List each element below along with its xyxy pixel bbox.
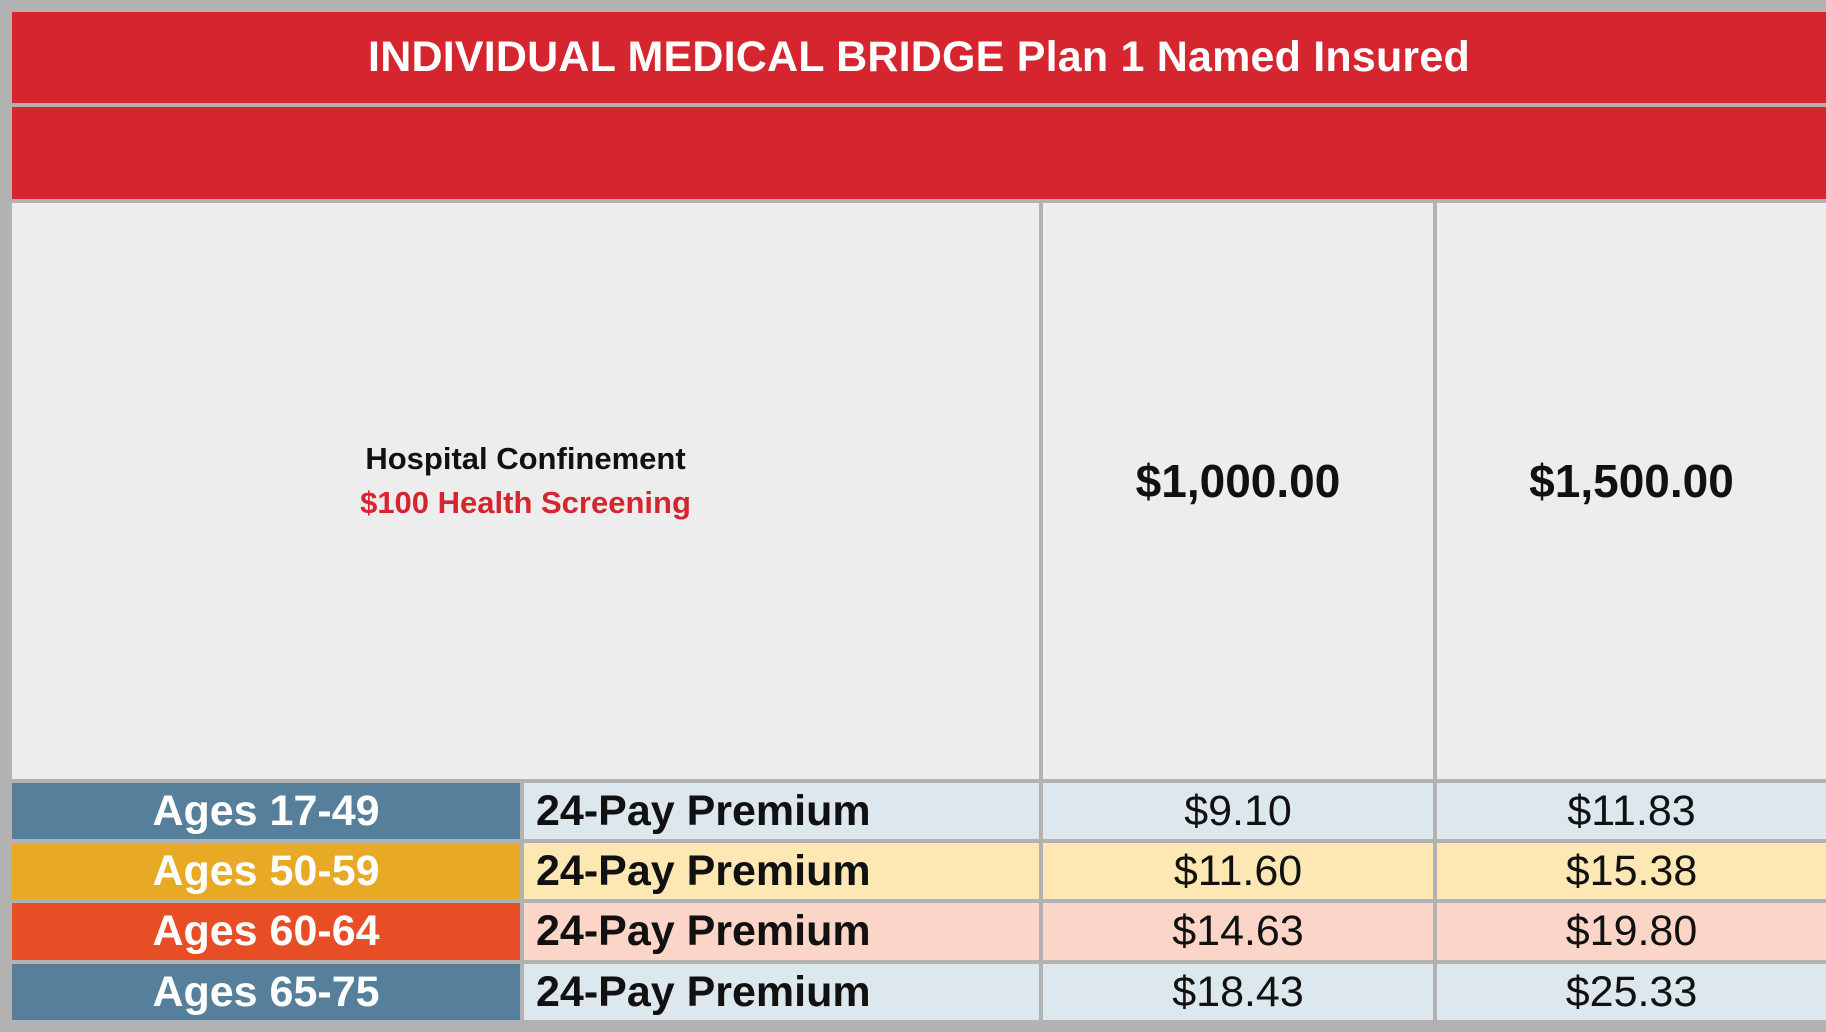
premium-price: $15.38	[1437, 843, 1826, 899]
premium-price: $25.33	[1437, 964, 1826, 1020]
premium-table	[12, 12, 1814, 1020]
premium-type-label: 24-Pay Premium	[524, 783, 1039, 839]
age-band-label: Ages 65-75	[12, 964, 520, 1020]
coverage-cell	[12, 203, 1039, 779]
premium-type-label: 24-Pay Premium	[524, 843, 1039, 899]
coverage-note: $100 Health Screening	[360, 485, 691, 520]
coverage-name: Hospital Confinement	[365, 441, 686, 476]
age-band-label: Ages 50-59	[12, 843, 520, 899]
table-title: INDIVIDUAL MEDICAL BRIDGE Plan 1 Named Insured	[12, 12, 1826, 103]
premium-type-label: 24-Pay Premium	[524, 964, 1039, 1020]
premium-price: $11.83	[1437, 783, 1826, 839]
benefit-amount-1: $1,000.00	[1043, 203, 1433, 779]
age-band-label: Ages 17-49	[12, 783, 520, 839]
premium-type-label: 24-Pay Premium	[524, 903, 1039, 960]
benefit-amount-2: $1,500.00	[1437, 203, 1826, 779]
premium-price: $14.63	[1043, 903, 1433, 960]
age-band-label: Ages 60-64	[12, 903, 520, 960]
premium-price: $11.60	[1043, 843, 1433, 899]
premium-price: $9.10	[1043, 783, 1433, 839]
premium-price: $19.80	[1437, 903, 1826, 960]
premium-price: $18.43	[1043, 964, 1433, 1020]
table-subtitle-band	[12, 107, 1826, 199]
